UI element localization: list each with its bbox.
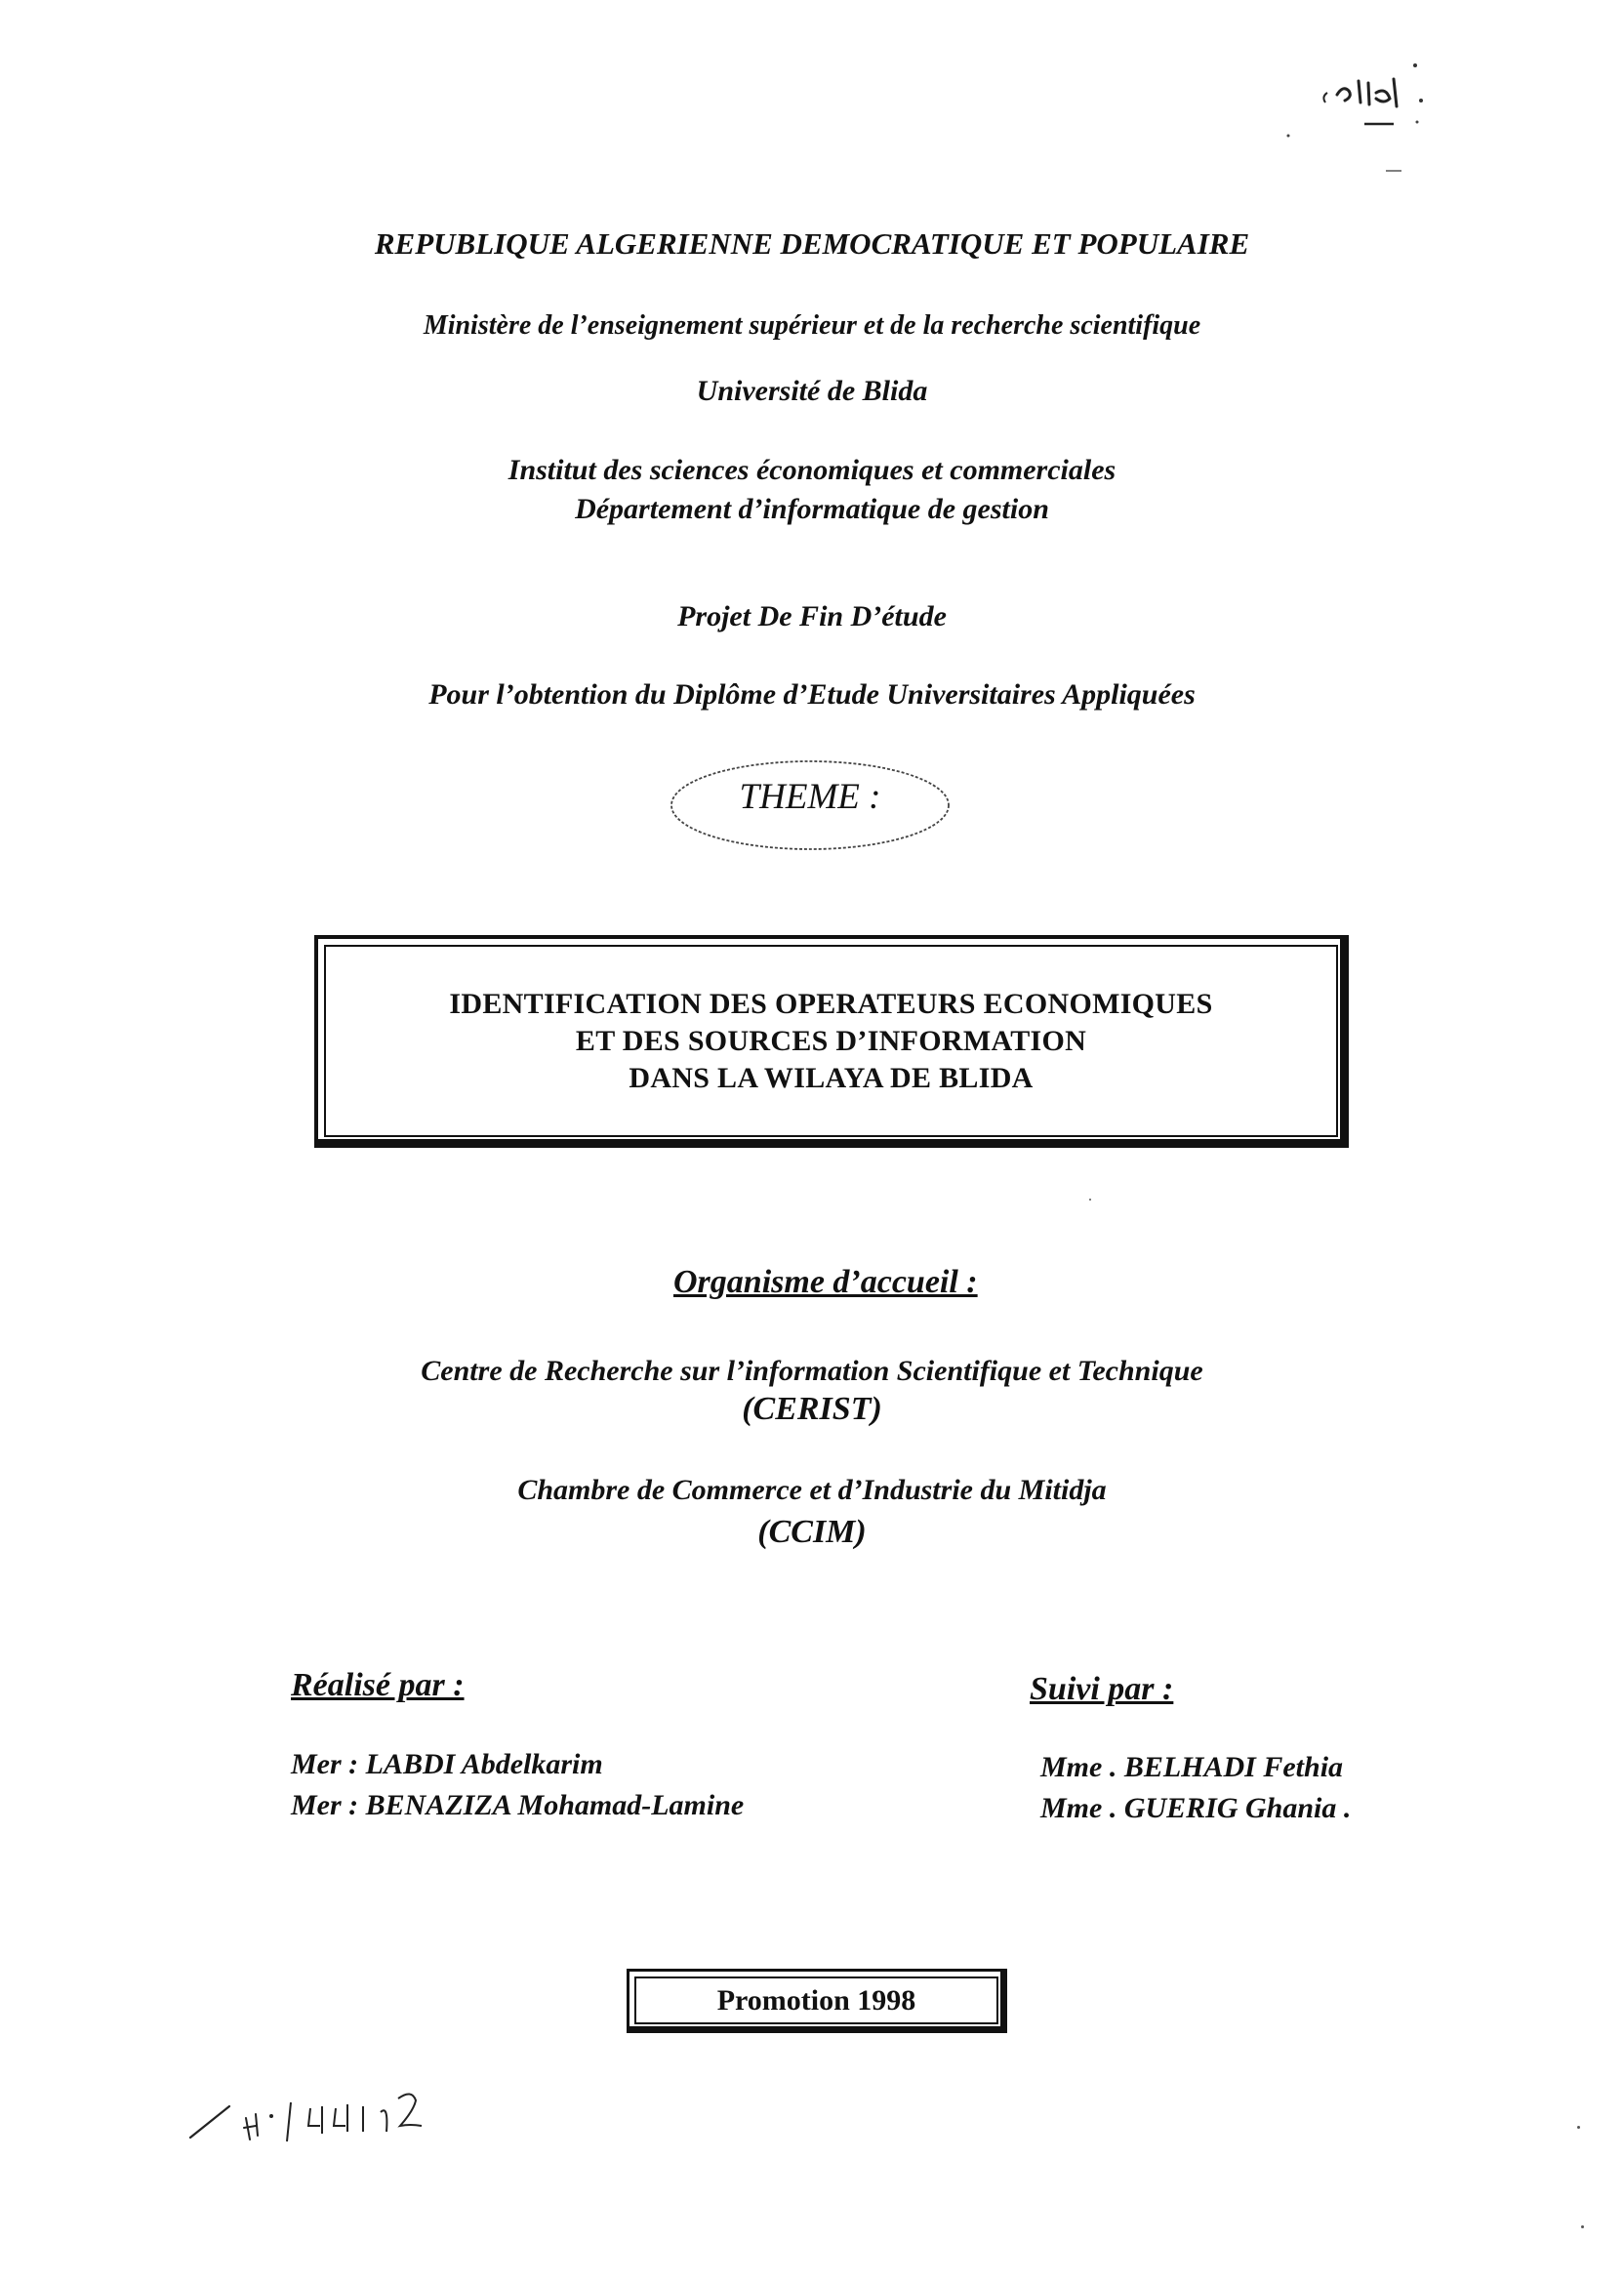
author-name: Mer : BENAZIZA Mohamad-Lamine (291, 1789, 745, 1821)
supervisor-name: Mme . GUERIG Ghania . (1040, 1792, 1352, 1824)
supervisor-name: Mme . BELHADI Fethia (1040, 1751, 1344, 1783)
theme-title-line: IDENTIFICATION DES OPERATEURS ECONOMIQUES (449, 987, 1213, 1020)
host-org2-name: Chambre de Commerce et d’Industrie du Mitidja (517, 1474, 1107, 1506)
authors-list (291, 1744, 744, 1826)
promotion-box (627, 1969, 1007, 2033)
host-org1-name: Centre de Recherche sur l’information Scientifique et Technique (421, 1355, 1203, 1387)
host-org2-abbr: (CCIM) (757, 1514, 867, 1550)
theme-title-line: DANS LA WILAYA DE BLIDA (629, 1061, 1034, 1094)
scan-speck (1581, 2225, 1584, 2228)
host-org-heading: Organisme d’accueil : (673, 1264, 978, 1300)
handwritten-stamp-top (1269, 54, 1464, 190)
authors-heading: Réalisé par : (291, 1667, 465, 1703)
scan-speck (1577, 2126, 1580, 2129)
republic-heading: REPUBLIQUE ALGERIENNE DEMOCRATIQUE ET POPULAIRE (374, 226, 1250, 261)
ministry-line: Ministère de l’enseignement supérieur et de la recherche scientifique (423, 310, 1201, 341)
theme-title-box (314, 935, 1349, 1148)
scan-speck (1089, 1199, 1091, 1201)
institute-line: Institut des sciences économiques et commerciales (508, 454, 1116, 486)
author-name: Mer : LABDI Abdelkarim (291, 1748, 603, 1780)
promotion-label: Promotion 1998 (716, 1983, 916, 2017)
theme-label: THEME : (739, 777, 881, 817)
project-type: Projet De Fin D’étude (677, 600, 947, 632)
department-line: Département d’informatique de gestion (575, 493, 1049, 525)
supervisors-list (1040, 1747, 1351, 1829)
supervisors-heading: Suivi par : (1030, 1671, 1174, 1707)
handwritten-reference (185, 2059, 517, 2147)
theme-title-line: ET DES SOURCES D’INFORMATION (575, 1024, 1087, 1057)
university-line: Université de Blida (696, 375, 928, 407)
host-org1-abbr: (CERIST) (742, 1391, 882, 1427)
diploma-purpose: Pour l’obtention du Diplôme d’Etude Universitaires Appliquées (428, 678, 1196, 711)
